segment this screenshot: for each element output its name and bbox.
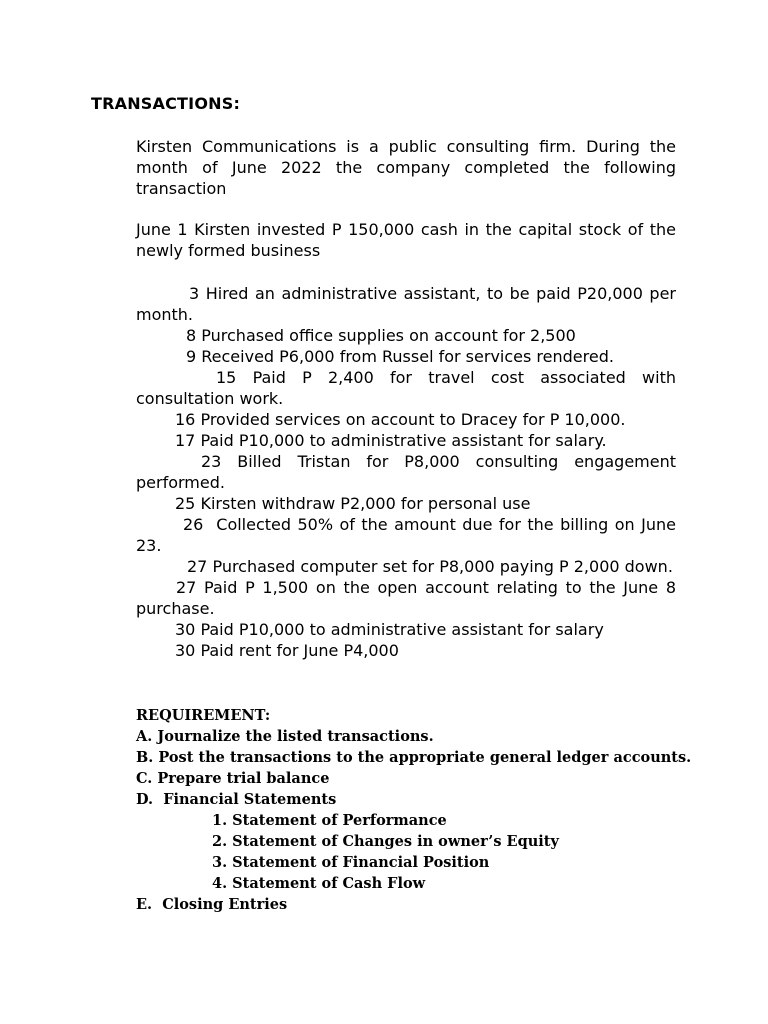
transaction-item: 27 Paid P 1,500 on the open account relating to the June 8 purchase.	[136, 578, 676, 618]
page-title: TRANSACTIONS:	[91, 94, 241, 113]
financial-statement-item: 4. Statement of Cash Flow	[212, 875, 426, 892]
transaction-item: 17 Paid P10,000 to administrative assistant for salary.	[175, 431, 607, 450]
requirement-item: A. Journalize the listed transactions.	[136, 728, 434, 745]
requirement-section	[136, 705, 696, 915]
transaction-item: 15 Paid P 2,400 for travel cost associated with consultation work.	[136, 368, 676, 408]
transaction-item: 23 Billed Tristan for P8,000 consulting engagement performed.	[136, 452, 676, 492]
requirement-item: C. Prepare trial balance	[136, 770, 330, 787]
transaction-june-1: June 1 Kirsten invested P 150,000 cash in the capital stock of the newly formed business	[136, 220, 676, 260]
transaction-item: 26 Collected 50% of the amount due for the billing on June 23.	[136, 515, 682, 555]
transaction-item: 30 Paid P10,000 to administrative assistant for salary	[175, 620, 604, 639]
transaction-list	[136, 283, 682, 661]
transaction-item: 9 Received P6,000 from Russel for services rendered.	[186, 347, 614, 366]
transaction-item: 16 Provided services on account to Dracey for P 10,000.	[175, 410, 626, 429]
transaction-item: 27 Purchased computer set for P8,000 paying P 2,000 down.	[187, 557, 673, 576]
transaction-item: 3 Hired an administrative assistant, to be paid P20,000 per month.	[136, 284, 676, 324]
financial-statement-item: 2. Statement of Changes in owner’s Equity	[212, 833, 559, 850]
financial-statement-item: 3. Statement of Financial Position	[212, 854, 490, 871]
transaction-item: 25 Kirsten withdraw P2,000 for personal use	[175, 494, 531, 513]
requirement-title: REQUIREMENT:	[136, 707, 271, 724]
requirement-item: D. Financial Statements	[136, 791, 337, 808]
financial-statement-item: 1. Statement of Performance	[212, 812, 447, 829]
transaction-item: 8 Purchased office supplies on account for 2,500	[186, 326, 576, 345]
requirement-item: E. Closing Entries	[136, 896, 288, 913]
requirement-item: B. Post the transactions to the appropriate general ledger accounts.	[136, 749, 692, 766]
transaction-item: 30 Paid rent for June P4,000	[175, 641, 399, 660]
intro-paragraph: Kirsten Communications is a public consulting firm. During the month of June 2022 the company completed the following transaction	[136, 137, 676, 198]
